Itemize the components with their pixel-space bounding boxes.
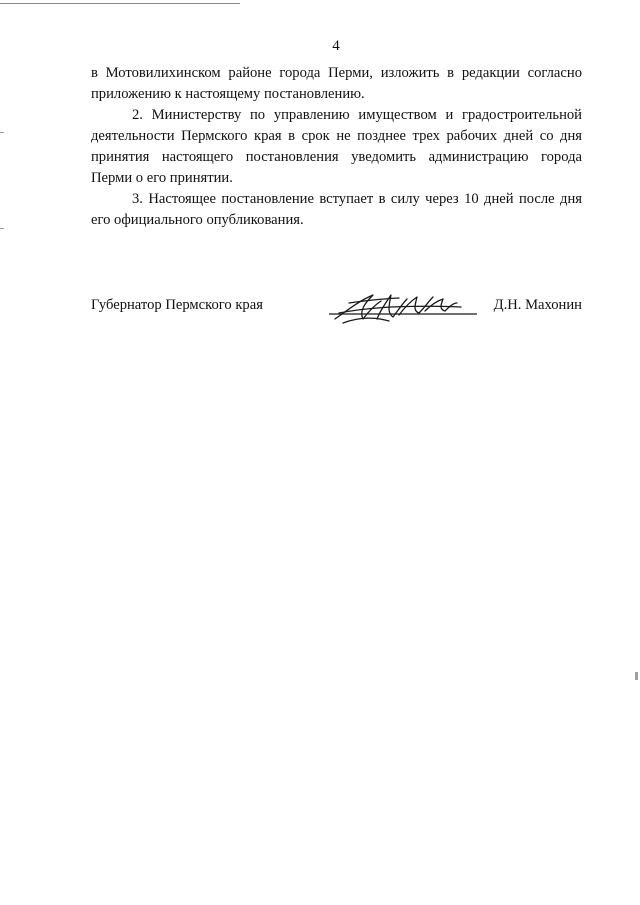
document-body <box>91 63 582 231</box>
signer-name: Д.Н. Махонин <box>493 297 582 313</box>
scan-edge-tick <box>0 132 4 133</box>
paragraph-1: в Мотовилихинском районе города Перми, изложить в редакции согласно приложению к настоящему постановлению. <box>91 65 582 102</box>
handwritten-signature-icon <box>329 289 477 329</box>
paragraph-3: 3. Настоящее постановление вступает в силу через 10 дней после дня его официального опубликования. <box>91 191 582 228</box>
page-number: 4 <box>332 38 340 54</box>
scan-edge-line <box>0 3 240 4</box>
paragraph-2: 2. Министерству по управлению имуществом и градостроительной деятельности Пермского края в срок не позднее трех рабочих дней со дня принятия настоящего постановления уведомить администрацию города Перми о его принятии. <box>91 107 582 186</box>
signer-title: Губернатор Пермского края <box>91 297 263 313</box>
signature-block <box>91 289 582 329</box>
scan-edge-tick <box>635 672 638 680</box>
scan-edge-tick <box>0 228 4 229</box>
